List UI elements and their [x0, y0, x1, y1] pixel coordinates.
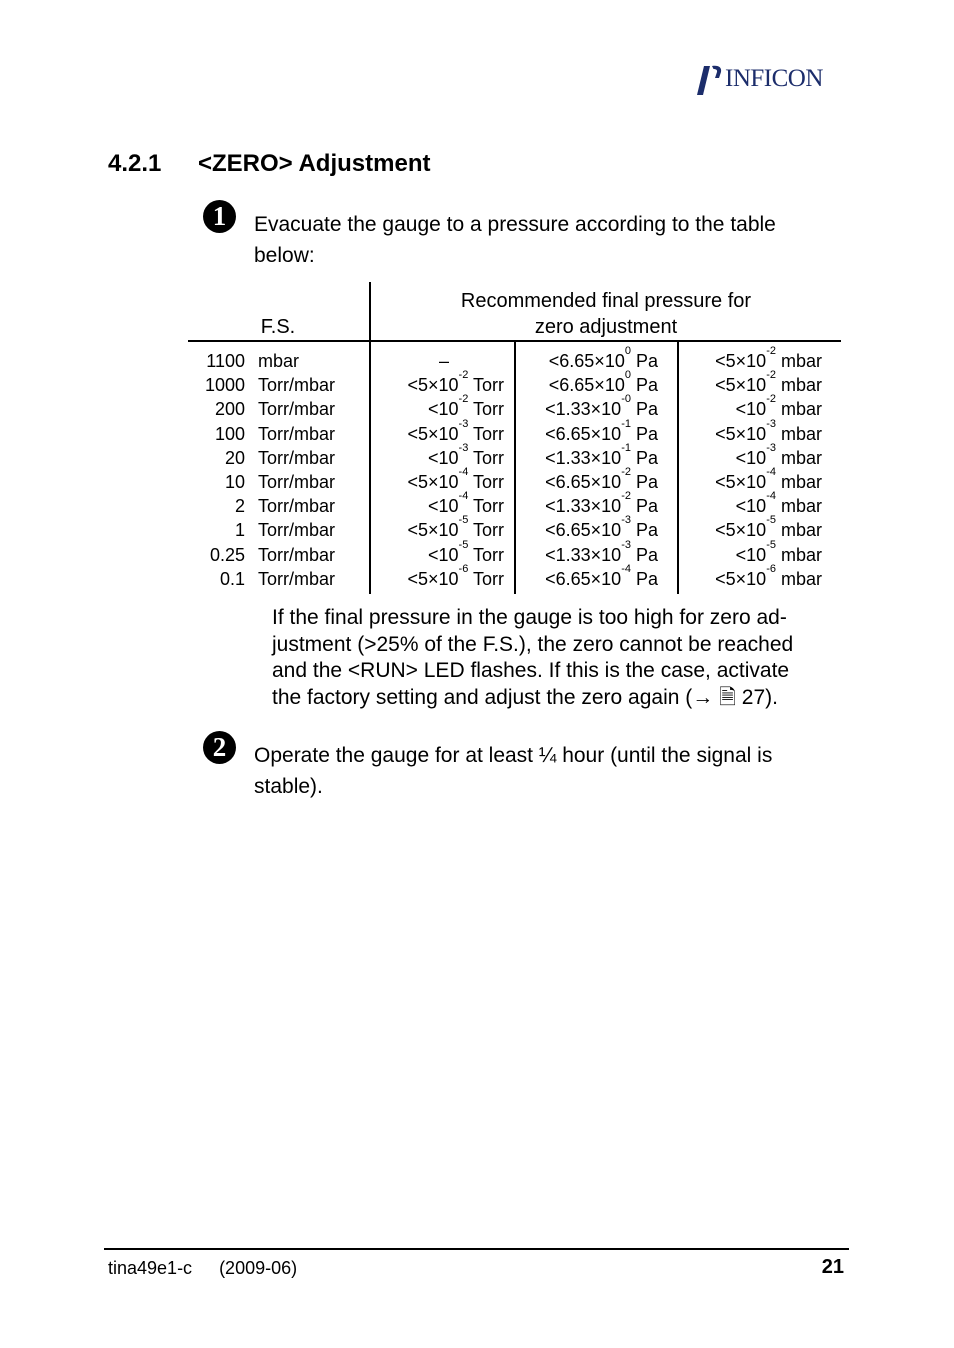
torr-cell: $<10^{-5}$ Torr — [427, 538, 504, 565]
fs-value-cell: 2 — [234, 496, 245, 517]
mbar-cell: $<5\times 10^{-2}$ mbar — [715, 369, 822, 396]
torr-cell: $<5\times 10^{-4}$ Torr — [407, 466, 504, 492]
pa-cell: $<6.65\times 10^{-1}$ Pa — [545, 417, 658, 444]
pa-cell: $<1.33\times 10^{-3}$ Pa — [545, 538, 658, 565]
pa-cell: $<1.33\times 10^{-0}$ Pa — [545, 393, 658, 420]
note-line: the factory setting and adjust the zero again (→ 🗎 27). — [272, 685, 778, 709]
logo-mark-icon — [694, 62, 724, 96]
pa-cell: $<6.65\times 10^{-3}$ Pa — [545, 514, 658, 541]
mbar-cell: $<5\times 10^{-4}$ mbar — [715, 466, 822, 492]
unit-cell: Torr/mbar — [258, 568, 336, 589]
mbar-cell: $<5\times 10^{-5}$ mbar — [715, 514, 822, 541]
pa-cell: $<1.33\times 10^{-2}$ Pa — [545, 490, 658, 517]
torr-cell: $<10^{-4}$ Torr — [427, 490, 504, 517]
note-line: justment (>25% of the F.S.), the zero cannot be reached — [272, 632, 794, 656]
torr-cell: $<5\times 10^{-3}$ Torr — [407, 417, 504, 444]
pressure-table — [188, 282, 841, 594]
footer-doc-id: tina49e1-c — [108, 1258, 193, 1278]
mbar-cell: $<10^{-5}$ mbar — [735, 538, 822, 565]
mbar-cell: $<5\times 10^{-3}$ mbar — [715, 417, 822, 444]
logo-text: INFICON — [725, 65, 823, 92]
unit-cell: mbar — [258, 351, 300, 371]
inficon-logo — [694, 62, 823, 96]
torr-cell: $<5\times 10^{-6}$ Torr — [407, 562, 504, 589]
pa-cell: $<6.65\times 10^0$ Pa — [548, 345, 658, 371]
pa-cell: $<6.65\times 10^0$ Pa — [548, 369, 658, 396]
step-2-text: Operate the gauge for at least ¼ hour (until the signal is stable). — [254, 744, 773, 798]
pa-cell: $<1.33\times 10^{-1}$ Pa — [545, 441, 658, 468]
unit-cell: Torr/mbar — [258, 496, 336, 517]
fs-value-cell: 200 — [214, 399, 245, 420]
table-divider-vertical — [514, 342, 516, 594]
fs-header: F.S. — [260, 316, 296, 338]
pa-cell: $<6.65\times 10^{-2}$ Pa — [545, 466, 658, 492]
mbar-cell: $<10^{-4}$ mbar — [735, 490, 822, 517]
recommended-header-line2: zero adjustment — [534, 316, 678, 338]
step-2-marker-icon: 2 — [203, 731, 236, 764]
footer-rule — [104, 1248, 849, 1250]
fs-value-cell: 1 — [234, 520, 245, 541]
note-line: and the <RUN> LED flashes. If this is the case, activate — [272, 659, 790, 682]
mbar-cell: $<5\times 10^{-2}$ mbar — [715, 345, 822, 371]
unit-cell: Torr/mbar — [258, 447, 336, 468]
unit-cell: Torr/mbar — [258, 472, 336, 492]
torr-cell: $<10^{-2}$ Torr — [427, 393, 504, 420]
fs-value-cell: 1000 — [204, 375, 245, 396]
note-line: If the final pressure in the gauge is too high for zero ad- — [272, 606, 787, 629]
step-1-marker-icon: 1 — [203, 200, 236, 233]
torr-cell: $<10^{-3}$ Torr — [427, 441, 504, 468]
unit-cell: Torr/mbar — [258, 375, 336, 396]
footer-document-info — [108, 1256, 297, 1280]
step-1-text: Evacuate the gauge to a pressure according to the table below: — [254, 213, 776, 267]
torr-cell: $<5\times 10^{-2}$ Torr — [407, 369, 504, 396]
section-title: <ZERO> Adjustment — [198, 150, 431, 177]
torr-cell: $<5\times 10^{-5}$ Torr — [407, 514, 504, 541]
mbar-cell: $<10^{-3}$ mbar — [735, 441, 822, 468]
fs-value-cell: 0.1 — [219, 568, 245, 589]
mbar-cell: $<10^{-2}$ mbar — [735, 393, 822, 420]
unit-cell: Torr/mbar — [258, 520, 336, 541]
torr-cell: – — [438, 351, 449, 371]
note-paragraph — [272, 605, 838, 711]
fs-value-cell: 0.25 — [209, 544, 245, 565]
footer-date: (2009-06) — [219, 1258, 298, 1278]
table-divider-vertical — [677, 342, 679, 594]
section-number: 4.2.1 — [108, 150, 162, 177]
unit-cell: Torr/mbar — [258, 544, 336, 565]
fs-value-cell: 10 — [224, 472, 245, 492]
page-number: 21 — [821, 1256, 844, 1278]
fs-value-cell: 1100 — [206, 351, 245, 371]
table-header-rule — [188, 340, 841, 342]
recommended-header-line1: Recommended final pressure for — [460, 290, 752, 312]
unit-cell: Torr/mbar — [258, 423, 336, 444]
fs-value-cell: 20 — [224, 447, 245, 468]
pa-cell: $<6.65\times 10^{-4}$ Pa — [545, 562, 658, 589]
fs-value-cell: 100 — [214, 423, 245, 444]
section-heading — [108, 148, 430, 180]
unit-cell: Torr/mbar — [258, 399, 336, 420]
mbar-cell: $<5\times 10^{-6}$ mbar — [715, 562, 822, 589]
